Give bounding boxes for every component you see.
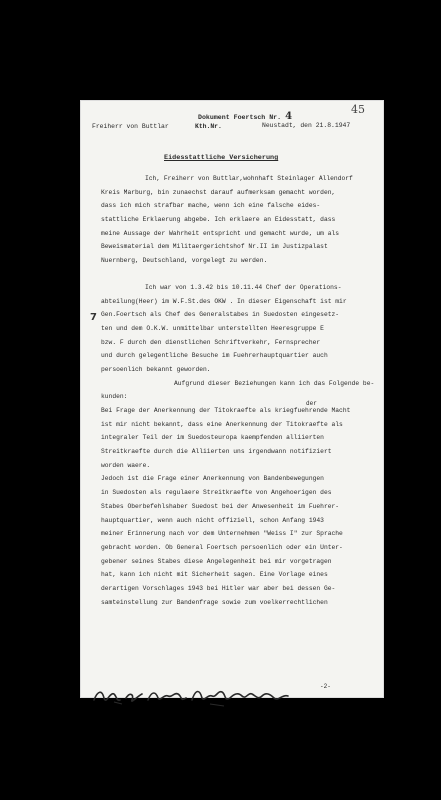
text-line: kunden: xyxy=(101,393,128,401)
text-line: gebracht worden. Ob General Foertsch persoenlich oder ein Unter- xyxy=(101,543,343,551)
text-line: meiner Erinnerung nach vor dem Unternehmen "Weiss I" zur Sprache xyxy=(101,530,343,538)
text-line: Beweismaterial dem Militaergerichtshof Nr.II im Justizpalast xyxy=(101,243,328,251)
text-line: Aufgrund dieser Beziehungen kann ich das Folgende be- xyxy=(174,379,375,387)
insertion-above-line: der xyxy=(306,400,317,407)
text-line: bzw. F durch den dienstlichen Schriftverkehr, Fernsprecher xyxy=(101,338,321,346)
document-title: Eidesstattliche Versicherung xyxy=(164,154,279,162)
text-line: gebener seines Stabes diese Angelegenheit bei mir vorgetragen xyxy=(101,557,332,565)
text-line: Ich, Freiherr von Buttlar,wohnhaft Steinlager Allendorf xyxy=(145,175,353,182)
text-line: Jedoch ist die Frage einer Anerkennung von Bandenbewegungen xyxy=(101,475,324,483)
text-line: Kreis Marburg, bin zunaechst darauf aufmerksam gemacht worden, xyxy=(101,188,336,196)
text-line: ist mir nicht bekannt, dass eine Anerkennung der Titokraefte als xyxy=(101,420,343,428)
text-line: dass ich mich strafbar mache, wenn ich eine falsche eides- xyxy=(101,202,321,210)
author-line: Freiherr von Buttlar xyxy=(92,123,169,130)
margin-handwritten-mark: 7 xyxy=(90,312,97,323)
kth-number-label: Kth.Nr. xyxy=(195,123,222,130)
doc-label: Dokument Foertsch Nr. xyxy=(198,114,282,121)
text-line: Gen.Foertsch als Chef des Generalstabes in Suedosten eingesetz- xyxy=(101,311,340,319)
text-line: stattliche Erklaerung abgebe. Ich erklaere an Eidesstatt, dass xyxy=(101,216,336,224)
text-line: meine Aussage der Wahrheit entspricht und gemacht wurde, um als xyxy=(101,229,340,237)
text-line: Bei Frage der Anerkennung der Titokraefte als kriegfuehrende Macht xyxy=(101,407,351,414)
document-page xyxy=(80,100,384,698)
text-line: worden waere. xyxy=(101,461,151,469)
text-line: hat, kann ich nicht mit Sicherheit sagen. Eine Vorlage eines xyxy=(101,571,328,579)
page-number: -2- xyxy=(320,683,331,690)
text-line: Streitkraefte durch die Alliierten uns irgendwann notifiziert xyxy=(101,448,332,456)
handwritten-signature xyxy=(92,684,292,710)
text-line: hauptquartier, wenn auch nicht offiziell, schon Anfang 1943 xyxy=(101,516,324,524)
text-line: und durch gelegentliche Besuche im Fuehrerhauptquartier auch xyxy=(101,352,328,360)
document-number-label xyxy=(198,111,292,122)
text-line: persoenlich bekannt geworden. xyxy=(101,365,211,373)
text-line: in Suedosten als regulaere Streitkraefte von Angehoerigen des xyxy=(101,489,332,497)
doc-number-handwritten: 4 xyxy=(285,111,293,122)
corner-handwritten-mark: 45 xyxy=(351,103,365,116)
text-line: derartigen Vorschlages 1943 bei Hitler war aber bei dessen Ge- xyxy=(101,584,336,592)
declaration-body xyxy=(101,172,377,609)
text-line: Stabes Oberbefehlshaber Suedost bei der Anwesenheit im Fuehrer- xyxy=(101,502,340,510)
text-line: integraler Teil der im Suedosteuropa kaempfenden alliierten xyxy=(101,434,324,442)
text-line: Ich war von 1.3.42 bis 10.11.44 Chef der Operations- xyxy=(145,283,342,291)
text-line: ten und dem O.K.W. unmittelbar unterstellten Heeresgruppe E xyxy=(101,324,324,332)
text-line: Nuernberg, Deutschland, vorgelegt zu werden. xyxy=(101,257,268,265)
text-line: abteilung(Heer) im W.F.St.des OKW . In dieser Eigenschaft ist mir xyxy=(101,297,347,305)
place-date: Neustadt, den 21.8.1947 xyxy=(262,122,351,129)
text-line: samteinstellung zur Bandenfrage sowie zum voelkerrechtlichen xyxy=(101,598,328,606)
